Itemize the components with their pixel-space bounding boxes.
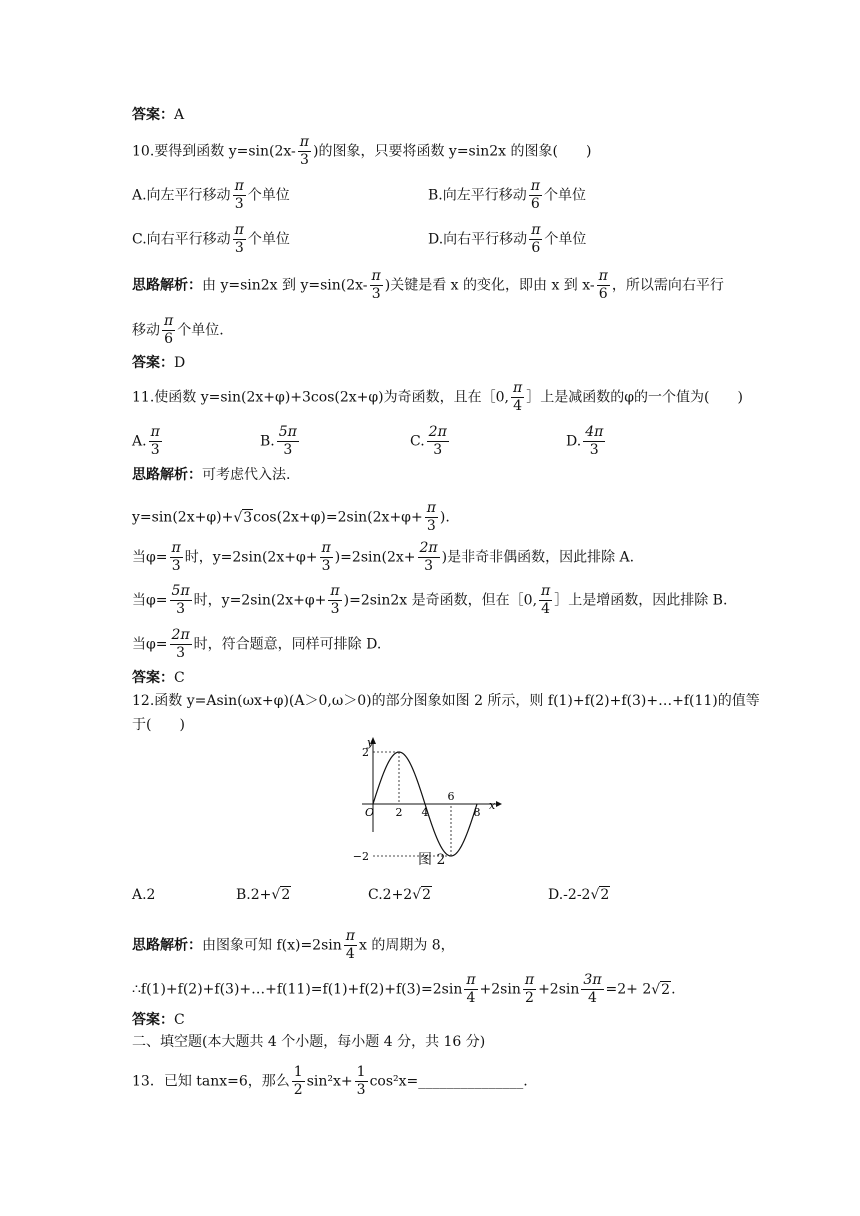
hint-text: )=2sin(2x+	[334, 549, 416, 566]
q11-option-b	[260, 424, 301, 459]
q11-line4	[132, 627, 381, 662]
hint-text: 当φ=	[132, 549, 168, 566]
sqrt-sign: √	[590, 887, 600, 903]
numerator: π	[371, 268, 381, 284]
hint-label: 思路解析：	[132, 467, 202, 483]
q11-answer	[132, 669, 185, 687]
denominator: 3	[371, 286, 381, 302]
fraction	[529, 178, 542, 213]
denominator: 4	[588, 990, 597, 1006]
q12-stem	[132, 692, 760, 710]
q12-option-c	[368, 886, 432, 904]
sqrt-value: 2	[422, 887, 432, 903]
denominator: 2	[293, 1082, 303, 1098]
q11-hint	[132, 466, 290, 484]
denominator: 3	[426, 518, 436, 534]
option-text: A.向左平行移动	[132, 187, 231, 204]
q10-stem	[132, 134, 591, 169]
numerator: π	[234, 222, 244, 238]
stem-text: 11.使函数 y=sin(2x+φ)+3cos(2x+φ)为奇函数，且在［0,	[132, 389, 510, 406]
stem-text: 10.要得到函数 y=sin(2x-	[132, 143, 296, 160]
x-tick-label-6: 6	[447, 790, 455, 803]
x-tick-label-4: 4	[421, 806, 429, 819]
hint-text: ，所以需向右平行	[611, 277, 724, 294]
numerator: π	[345, 928, 355, 944]
denominator: 3	[321, 558, 331, 574]
fraction	[425, 500, 438, 535]
numerator: 3π	[583, 972, 602, 988]
q12-hint	[132, 928, 455, 963]
numerator: 2π	[171, 627, 190, 643]
numerator: 1	[293, 1064, 303, 1080]
answer-label: 答案：	[132, 107, 174, 123]
q13-stem	[132, 1064, 528, 1099]
denominator: 6	[598, 286, 608, 302]
sqrt	[590, 886, 610, 904]
q10-option-d	[428, 222, 586, 257]
denominator: 6	[164, 331, 174, 347]
denominator: 3	[234, 196, 244, 212]
q11-option-d	[566, 424, 607, 459]
fraction	[370, 268, 383, 303]
fraction	[529, 222, 542, 257]
hint-text: ］上是增函数，因此排除 B.	[554, 592, 728, 609]
denominator: 3	[330, 601, 340, 617]
fraction	[277, 424, 299, 459]
hint-label: 思路解析：	[132, 277, 202, 294]
y-tick-label-2: 2	[362, 746, 369, 759]
sqrt-value: 2	[281, 887, 291, 903]
numerator: π	[513, 380, 523, 396]
fraction	[344, 928, 357, 963]
hint-text: 由 y=sin2x 到 y=sin(2x-	[202, 277, 368, 294]
fraction	[597, 268, 610, 303]
fraction	[583, 424, 605, 459]
y-axis-label: y	[367, 736, 374, 749]
q11-stem	[132, 380, 743, 415]
hint-text: 时，y=2sin(2x+φ+	[193, 592, 327, 609]
stem-text: 于( )	[132, 717, 185, 733]
fraction	[170, 627, 192, 662]
sqrt-value: 2	[600, 887, 610, 903]
hint-text: cos(2x+φ)=2sin(2x+φ+	[253, 509, 423, 526]
sqrt	[233, 509, 253, 527]
fraction	[170, 583, 192, 618]
stem-text: 13．已知 tanx=6，那么	[132, 1073, 290, 1090]
denominator: 4	[541, 601, 551, 617]
x-axis-arrow	[496, 801, 502, 807]
denominator: 3	[589, 442, 599, 458]
q12-stem-cont	[132, 716, 185, 734]
figure-caption: 图 2	[418, 852, 446, 868]
q10-hint	[132, 268, 724, 303]
q12-line2	[132, 972, 676, 1007]
hint-text: .	[671, 981, 676, 998]
numerator: π	[531, 222, 541, 238]
denominator: 2	[525, 990, 534, 1006]
fraction	[298, 134, 311, 169]
q12-option-a	[132, 886, 155, 904]
q10-option-b	[428, 178, 586, 213]
option-text: B.2+	[236, 887, 272, 903]
q11-option-c	[410, 424, 451, 459]
sqrt-sign: √	[271, 887, 281, 903]
fraction	[418, 540, 440, 575]
hint-text: 时，y=2sin(2x+φ+	[184, 549, 318, 566]
numerator: π	[150, 424, 160, 440]
section-title: 二、填空题(本大题共 4 个小题，每小题 4 分，共 16 分)	[132, 1034, 486, 1050]
q11-line1	[132, 500, 450, 535]
denominator: 3	[234, 240, 244, 256]
hint-text: 由图象可知 f(x)=2sin	[202, 937, 342, 954]
sqrt-value: 2	[661, 981, 671, 998]
hint-text: ).	[439, 509, 450, 526]
numerator: 1	[356, 1064, 366, 1080]
numerator: π	[171, 540, 181, 556]
option-text: A.2	[132, 887, 156, 903]
q10-option-c	[132, 222, 290, 257]
fraction	[523, 972, 536, 1007]
q12-answer	[132, 1011, 185, 1029]
stem-text: cos²x=_______________.	[369, 1073, 528, 1090]
numerator: π	[299, 134, 309, 150]
stem-text: ］上是减函数的φ的一个值为( )	[526, 389, 743, 406]
stem-text: 12.函数 y=Asin(ωx+φ)(A＞0,ω＞0)的部分图象如图 2 所示，则 f(1)+f(2)+f(3)+…+f(11)的值等	[132, 693, 760, 709]
denominator: 3	[433, 442, 443, 458]
fraction	[170, 540, 183, 575]
q11-option-a	[132, 424, 164, 459]
numerator: π	[541, 583, 551, 599]
q10-option-a	[132, 178, 290, 213]
option-text: D.	[566, 433, 582, 450]
option-text: 个单位	[543, 187, 586, 204]
x-axis-label: x	[489, 799, 496, 812]
answer-label: 答案：	[132, 670, 174, 686]
denominator: 3	[424, 558, 434, 574]
hint-text: x 的周期为 8，	[358, 937, 455, 954]
fraction	[511, 380, 524, 415]
numerator: 4π	[585, 424, 604, 440]
x-tick-label-8: 8	[473, 806, 481, 819]
fraction	[328, 583, 341, 618]
sqrt	[271, 886, 291, 904]
q12-option-d	[548, 886, 610, 904]
denominator: 4	[466, 990, 476, 1006]
fraction	[320, 540, 333, 575]
stem-text: )的图象，只要将函数 y=sin2x 的图象( )	[313, 143, 592, 160]
numerator: 5π	[171, 583, 190, 599]
numerator: π	[426, 500, 436, 516]
hint-text: =2+ 2	[605, 981, 652, 998]
denominator: 6	[531, 240, 541, 256]
hint-label: 思路解析：	[132, 937, 202, 954]
option-text: 个单位	[544, 231, 587, 248]
origin-label: O	[365, 806, 375, 819]
sqrt	[651, 981, 671, 999]
hint-text: 移动	[132, 322, 160, 339]
hint-text: +2sin	[479, 981, 521, 998]
option-text: C.2+2	[368, 887, 413, 903]
q11-line2	[132, 540, 634, 575]
fraction	[162, 313, 175, 348]
y-tick-label-neg2: −2	[352, 850, 369, 863]
hint-text: 当φ=	[132, 592, 168, 609]
answer-label: 答案：	[132, 1012, 174, 1028]
fraction	[292, 1064, 305, 1099]
option-text: C.	[410, 433, 425, 450]
answer-label: 答案：	[132, 355, 174, 371]
hint-text: )是非奇非偶函数，因此排除 A.	[441, 549, 635, 566]
fraction	[233, 178, 246, 213]
fraction	[233, 222, 246, 257]
numerator: π	[466, 972, 476, 988]
denominator: 3	[176, 645, 186, 661]
fraction	[464, 972, 477, 1007]
q9-answer	[132, 106, 184, 124]
numerator: π	[234, 178, 244, 194]
q10-answer	[132, 354, 185, 372]
hint-text: 当φ=	[132, 636, 168, 653]
fraction	[581, 972, 603, 1007]
option-text: B.向左平行移动	[428, 187, 527, 204]
numerator: π	[330, 583, 340, 599]
denominator: 6	[530, 196, 540, 212]
option-text: D.向右平行移动	[428, 231, 528, 248]
denominator: 3	[171, 558, 181, 574]
answer-value: A	[174, 107, 185, 123]
sqrt-sign: √	[651, 981, 661, 998]
hint-text: y=sin(2x+φ)+	[132, 509, 234, 526]
numerator: π	[530, 178, 540, 194]
option-text: D.-2-2	[548, 887, 591, 903]
option-text: A.	[132, 433, 147, 450]
q11-line3	[132, 583, 727, 618]
numerator: 5π	[278, 424, 297, 440]
numerator: π	[164, 313, 174, 329]
fraction	[149, 424, 162, 459]
hint-text: ∴f(1)+f(2)+f(3)+…+f(11)=f(1)+f(2)+f(3)=2sin	[132, 981, 463, 998]
q10-hint-cont	[132, 313, 224, 348]
hint-text: +2sin	[538, 981, 580, 998]
denominator: 4	[513, 398, 523, 414]
q12-option-b	[236, 886, 291, 904]
numerator: π	[524, 972, 535, 988]
denominator: 3	[176, 601, 186, 617]
fraction	[539, 583, 552, 618]
numerator: 2π	[428, 424, 447, 440]
x-tick-label-2: 2	[395, 806, 403, 819]
sqrt-value: 3	[243, 509, 253, 526]
option-text: B.	[260, 433, 275, 450]
fraction	[427, 424, 449, 459]
hint-text: 个单位.	[177, 322, 224, 339]
numerator: π	[321, 540, 331, 556]
answer-value: C	[174, 1012, 185, 1028]
stem-text: sin²x+	[306, 1073, 353, 1090]
denominator: 3	[150, 442, 160, 458]
numerator: 2π	[419, 540, 438, 556]
answer-value: D	[174, 355, 186, 371]
sqrt-sign: √	[412, 887, 422, 903]
fraction	[355, 1064, 368, 1099]
hint-text: 时，符合题意，同样可排除 D.	[193, 636, 382, 653]
numerator: π	[598, 268, 608, 284]
sqrt-sign: √	[233, 509, 243, 526]
answer-value: C	[174, 670, 185, 686]
denominator: 3	[299, 152, 309, 168]
option-text: 个单位	[247, 187, 290, 204]
denominator: 4	[345, 946, 355, 962]
hint-text: )=2sin2x 是奇函数，但在［0,	[343, 592, 538, 609]
sqrt	[412, 886, 432, 904]
option-text: C.向右平行移动	[132, 231, 231, 248]
option-text: 个单位	[247, 231, 290, 248]
hint-text: )关键是看 x 的变化，即由 x 到 x-	[384, 277, 595, 294]
denominator: 3	[283, 442, 293, 458]
denominator: 3	[356, 1082, 366, 1098]
hint-text: 可考虑代入法.	[202, 467, 291, 483]
